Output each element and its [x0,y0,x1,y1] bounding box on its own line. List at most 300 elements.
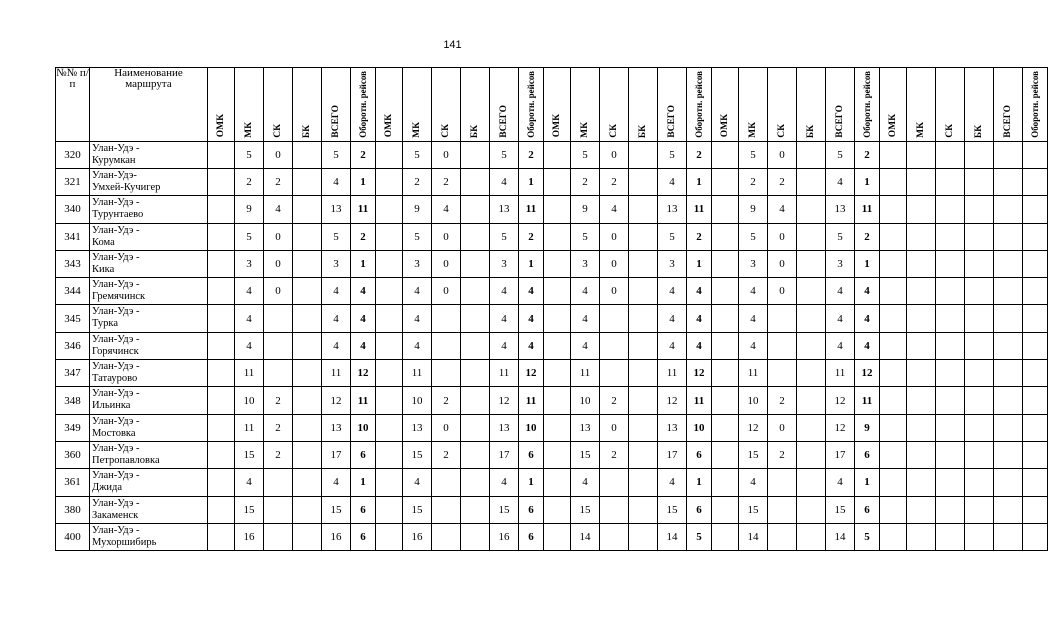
cell-g1-c2: 0 [432,223,461,250]
cell-g1-c1: 10 [403,387,432,414]
cell-g4-c3 [965,332,994,359]
route-name-line: Кика [92,263,115,275]
cell-g1-c0 [376,441,403,468]
cell-g2-c3 [629,441,658,468]
cell-g0-c2: 2 [264,414,293,441]
cell-g2-c4: 4 [658,278,687,305]
cell-g4-c4 [994,414,1023,441]
cell-g2-c3 [629,360,658,387]
header-col-1-2 [432,68,461,142]
route-name [90,414,208,441]
cell-g3-c2 [768,496,797,523]
cell-g0-c0 [208,169,235,196]
cell-g2-c2: 0 [600,250,629,277]
cell-g1-c0 [376,414,403,441]
cell-g2-c4: 4 [658,332,687,359]
cell-g4-c5 [1023,305,1048,332]
route-name-line: Улан-Удэ - [92,197,140,209]
cell-g0-c2: 0 [264,141,293,168]
cell-g4-c3 [965,414,994,441]
cell-g4-c0 [880,441,907,468]
cell-g4-c4 [994,223,1023,250]
cell-g2-c5: 1 [687,250,712,277]
route-number: 347 [56,360,90,387]
header-route: Наименование маршрута [90,68,208,142]
cell-g1-c3 [461,169,490,196]
cell-g1-c2: 0 [432,141,461,168]
cell-g0-c2: 0 [264,223,293,250]
cell-g2-c3 [629,496,658,523]
cell-g1-c3 [461,196,490,223]
cell-g1-c1: 4 [403,469,432,496]
cell-g3-c2: 0 [768,250,797,277]
cell-g0-c2: 0 [264,250,293,277]
cell-g4-c3 [965,250,994,277]
cell-g3-c5: 6 [855,496,880,523]
cell-g4-c5 [1023,414,1048,441]
cell-g1-c3 [461,250,490,277]
cell-g4-c3 [965,196,994,223]
routes-table [55,67,1048,551]
cell-g4-c3 [965,305,994,332]
cell-g3-c3 [797,278,826,305]
cell-g3-c0 [712,469,739,496]
cell-g1-c5: 11 [519,196,544,223]
header-label: СК [441,123,451,138]
route-number: 361 [56,469,90,496]
header-col-0-3 [293,68,322,142]
header-label: МК [412,121,422,138]
cell-g0-c3 [293,387,322,414]
cell-g0-c3 [293,250,322,277]
cell-g2-c3 [629,250,658,277]
table-row [56,360,1048,387]
cell-g3-c0 [712,223,739,250]
cell-g1-c5: 4 [519,305,544,332]
cell-g4-c0 [880,469,907,496]
cell-g0-c1: 10 [235,387,264,414]
cell-g3-c3 [797,332,826,359]
cell-g0-c5: 4 [351,278,376,305]
cell-g4-c5 [1023,223,1048,250]
header-col-2-0 [544,68,571,142]
cell-g0-c3 [293,523,322,550]
cell-g2-c1: 4 [571,332,600,359]
cell-g2-c0 [544,196,571,223]
cell-g3-c4: 5 [826,223,855,250]
cell-g2-c4: 17 [658,441,687,468]
table-row [56,523,1048,550]
cell-g4-c4 [994,523,1023,550]
cell-g3-c0 [712,523,739,550]
cell-g3-c5: 1 [855,250,880,277]
cell-g0-c1: 4 [235,305,264,332]
cell-g2-c5: 4 [687,278,712,305]
cell-g4-c2 [936,523,965,550]
header-col-1-3 [461,68,490,142]
header-col-1-0 [376,68,403,142]
cell-g4-c1 [907,496,936,523]
cell-g4-c0 [880,305,907,332]
cell-g2-c2 [600,523,629,550]
header-label: МК [244,121,254,138]
cell-g0-c5: 1 [351,169,376,196]
cell-g0-c1: 4 [235,278,264,305]
cell-g4-c2 [936,414,965,441]
cell-g3-c0 [712,414,739,441]
header-col-2-2 [600,68,629,142]
cell-g0-c4: 15 [322,496,351,523]
cell-g0-c5: 6 [351,496,376,523]
header-label: СК [609,123,619,138]
cell-g1-c2: 0 [432,250,461,277]
cell-g0-c0 [208,141,235,168]
cell-g4-c3 [965,441,994,468]
cell-g3-c3 [797,141,826,168]
cell-g1-c5: 6 [519,496,544,523]
cell-g4-c4 [994,169,1023,196]
cell-g2-c4: 3 [658,250,687,277]
cell-g0-c5: 2 [351,223,376,250]
cell-g2-c3 [629,523,658,550]
cell-g2-c5: 6 [687,441,712,468]
cell-g1-c1: 4 [403,332,432,359]
cell-g1-c5: 2 [519,223,544,250]
cell-g1-c5: 1 [519,169,544,196]
cell-g1-c0 [376,332,403,359]
cell-g0-c0 [208,523,235,550]
header-row [56,68,1048,142]
cell-g1-c3 [461,441,490,468]
route-name-line: Улан-Удэ - [92,142,140,154]
table-row [56,305,1048,332]
cell-g4-c1 [907,169,936,196]
cell-g1-c2 [432,523,461,550]
route-name-line: Татаурово [92,373,138,385]
cell-g2-c4: 14 [658,523,687,550]
cell-g2-c5: 6 [687,496,712,523]
cell-g4-c2 [936,196,965,223]
cell-g1-c3 [461,360,490,387]
cell-g4-c4 [994,387,1023,414]
header-label: ВСЕГО [835,104,845,138]
cell-g2-c0 [544,469,571,496]
cell-g2-c0 [544,441,571,468]
cell-g0-c4: 13 [322,414,351,441]
cell-g2-c5: 12 [687,360,712,387]
cell-g4-c1 [907,223,936,250]
cell-g0-c5: 6 [351,441,376,468]
route-number: 348 [56,387,90,414]
cell-g2-c4: 13 [658,196,687,223]
header-label: ВСЕГО [331,104,341,138]
header-col-2-5 [687,68,712,142]
cell-g1-c5: 11 [519,387,544,414]
route-name [90,250,208,277]
cell-g4-c2 [936,387,965,414]
header-col-4-0 [880,68,907,142]
cell-g1-c3 [461,223,490,250]
header-label: ОМК [384,114,394,138]
cell-g1-c2: 2 [432,387,461,414]
cell-g3-c2: 2 [768,441,797,468]
route-name [90,223,208,250]
cell-g3-c3 [797,169,826,196]
cell-g4-c2 [936,305,965,332]
cell-g1-c1: 2 [403,169,432,196]
header-col-2-3 [629,68,658,142]
header-label: МК [580,121,590,138]
cell-g4-c5 [1023,250,1048,277]
cell-g3-c1: 5 [739,141,768,168]
cell-g1-c0 [376,169,403,196]
cell-g1-c2: 2 [432,441,461,468]
header-col-0-0 [208,68,235,142]
route-name-line: Улан-Удэ - [92,361,140,373]
header-col-3-5 [855,68,880,142]
cell-g3-c3 [797,387,826,414]
header-col-1-5 [519,68,544,142]
cell-g1-c0 [376,305,403,332]
cell-g3-c1: 12 [739,414,768,441]
cell-g4-c0 [880,414,907,441]
cell-g4-c2 [936,141,965,168]
cell-g4-c1 [907,332,936,359]
cell-g1-c5: 4 [519,278,544,305]
cell-g3-c0 [712,305,739,332]
cell-g2-c3 [629,278,658,305]
cell-g1-c4: 4 [490,278,519,305]
header-label: Оборотн. рейсов [861,71,872,138]
cell-g4-c3 [965,496,994,523]
cell-g0-c1: 15 [235,441,264,468]
cell-g0-c2 [264,332,293,359]
cell-g1-c0 [376,496,403,523]
route-name-line: Турунтаево [92,209,144,221]
cell-g4-c5 [1023,469,1048,496]
cell-g4-c5 [1023,169,1048,196]
header-col-0-4 [322,68,351,142]
header-label: БК [974,124,984,138]
cell-g0-c3 [293,360,322,387]
cell-g0-c2: 2 [264,387,293,414]
cell-g0-c5: 1 [351,250,376,277]
header-label: ОМК [720,114,730,138]
header-label: БК [638,124,648,138]
route-number: 344 [56,278,90,305]
cell-g0-c1: 4 [235,332,264,359]
cell-g4-c3 [965,387,994,414]
cell-g0-c0 [208,250,235,277]
cell-g2-c0 [544,305,571,332]
route-name-line: Улан-Удэ - [92,388,140,400]
cell-g1-c4: 4 [490,305,519,332]
cell-g3-c1: 15 [739,496,768,523]
cell-g2-c2: 0 [600,414,629,441]
cell-g2-c1: 11 [571,360,600,387]
cell-g2-c2: 0 [600,141,629,168]
cell-g3-c5: 4 [855,332,880,359]
cell-g0-c1: 11 [235,414,264,441]
cell-g1-c0 [376,196,403,223]
cell-g4-c3 [965,523,994,550]
header-col-4-5 [1023,68,1048,142]
cell-g3-c4: 4 [826,469,855,496]
cell-g4-c1 [907,278,936,305]
cell-g0-c4: 13 [322,196,351,223]
cell-g3-c1: 15 [739,441,768,468]
cell-g1-c1: 13 [403,414,432,441]
cell-g1-c4: 4 [490,469,519,496]
cell-g0-c3 [293,414,322,441]
route-name [90,387,208,414]
cell-g4-c5 [1023,496,1048,523]
cell-g0-c4: 4 [322,332,351,359]
cell-g4-c4 [994,469,1023,496]
cell-g4-c0 [880,169,907,196]
cell-g3-c3 [797,523,826,550]
cell-g0-c3 [293,223,322,250]
route-number: 343 [56,250,90,277]
cell-g3-c4: 12 [826,387,855,414]
cell-g4-c1 [907,414,936,441]
cell-g4-c0 [880,141,907,168]
cell-g4-c3 [965,141,994,168]
cell-g2-c5: 11 [687,387,712,414]
cell-g3-c1: 11 [739,360,768,387]
cell-g2-c0 [544,387,571,414]
cell-g3-c5: 11 [855,387,880,414]
cell-g3-c0 [712,441,739,468]
cell-g1-c3 [461,305,490,332]
cell-g4-c1 [907,305,936,332]
cell-g3-c1: 9 [739,196,768,223]
cell-g3-c2: 0 [768,223,797,250]
cell-g4-c4 [994,305,1023,332]
header-label: СК [945,123,955,138]
cell-g2-c5: 5 [687,523,712,550]
header-label: Оборотн. рейсов [357,71,368,138]
cell-g2-c3 [629,332,658,359]
cell-g2-c3 [629,305,658,332]
cell-g0-c3 [293,441,322,468]
cell-g2-c5: 2 [687,141,712,168]
cell-g3-c4: 4 [826,169,855,196]
cell-g0-c5: 12 [351,360,376,387]
cell-g2-c5: 10 [687,414,712,441]
cell-g2-c3 [629,141,658,168]
cell-g1-c4: 17 [490,441,519,468]
cell-g0-c4: 17 [322,441,351,468]
route-name [90,305,208,332]
route-name-line: Улан-Удэ - [92,224,140,236]
cell-g3-c1: 4 [739,305,768,332]
header-label: ВСЕГО [1003,104,1013,138]
cell-g3-c2 [768,469,797,496]
cell-g0-c0 [208,496,235,523]
cell-g2-c0 [544,332,571,359]
cell-g3-c0 [712,332,739,359]
cell-g4-c3 [965,169,994,196]
cell-g4-c2 [936,360,965,387]
cell-g0-c4: 4 [322,305,351,332]
cell-g1-c0 [376,523,403,550]
cell-g3-c5: 9 [855,414,880,441]
cell-g1-c0 [376,250,403,277]
cell-g4-c5 [1023,141,1048,168]
cell-g3-c1: 2 [739,169,768,196]
header-col-3-1 [739,68,768,142]
route-name-line: Горячинск [92,345,139,357]
cell-g3-c3 [797,196,826,223]
cell-g4-c5 [1023,278,1048,305]
cell-g3-c3 [797,496,826,523]
cell-g3-c3 [797,305,826,332]
cell-g2-c0 [544,278,571,305]
cell-g0-c5: 10 [351,414,376,441]
cell-g1-c4: 13 [490,414,519,441]
route-number: 400 [56,523,90,550]
header-col-2-1 [571,68,600,142]
table-row [56,278,1048,305]
cell-g2-c4: 4 [658,305,687,332]
header-label: БК [470,124,480,138]
cell-g2-c0 [544,169,571,196]
cell-g2-c1: 5 [571,141,600,168]
table-row [56,496,1048,523]
route-name-line: Улан-Удэ - [92,497,140,509]
cell-g3-c2: 2 [768,387,797,414]
route-number: 341 [56,223,90,250]
cell-g1-c2 [432,360,461,387]
route-name-line: Гремячинск [92,291,146,303]
cell-g0-c2 [264,305,293,332]
cell-g0-c4: 5 [322,223,351,250]
cell-g2-c4: 5 [658,141,687,168]
cell-g4-c4 [994,141,1023,168]
cell-g3-c1: 10 [739,387,768,414]
cell-g1-c4: 16 [490,523,519,550]
cell-g2-c0 [544,496,571,523]
route-name [90,278,208,305]
cell-g1-c0 [376,223,403,250]
cell-g2-c2: 0 [600,278,629,305]
cell-g4-c1 [907,469,936,496]
cell-g3-c5: 5 [855,523,880,550]
cell-g3-c5: 6 [855,441,880,468]
cell-g4-c0 [880,196,907,223]
cell-g3-c4: 4 [826,278,855,305]
cell-g1-c4: 15 [490,496,519,523]
route-number: 346 [56,332,90,359]
cell-g2-c0 [544,414,571,441]
cell-g2-c3 [629,414,658,441]
cell-g1-c0 [376,141,403,168]
cell-g3-c2: 4 [768,196,797,223]
cell-g1-c0 [376,387,403,414]
cell-g1-c4: 5 [490,141,519,168]
header-label: Оборотн. рейсов [693,71,704,138]
header-num: №№ п/п [56,68,90,142]
cell-g4-c4 [994,441,1023,468]
cell-g2-c4: 12 [658,387,687,414]
cell-g0-c1: 15 [235,496,264,523]
cell-g2-c2: 2 [600,169,629,196]
route-number: 349 [56,414,90,441]
header-col-1-1 [403,68,432,142]
cell-g2-c1: 2 [571,169,600,196]
cell-g1-c0 [376,469,403,496]
